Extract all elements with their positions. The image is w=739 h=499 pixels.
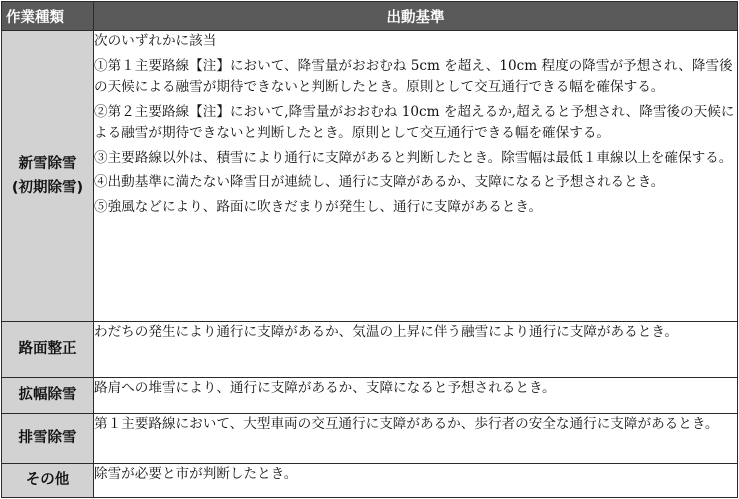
criteria-cell: わだちの発生により通行に支障があるか、気温の上昇に伴う融雪により通行に支障があるとき。 [94,321,738,377]
row-other [2,463,738,497]
header-work-type: 作業種類 [2,2,94,31]
criteria-item-2: ②第２主要路線【注】において,降雪量がおおむね 10cm を超えるか,超えると予想され、降雪後の天候による融雪が期待できないと判断したとき。原則として交互通行できる幅を確保する。 [94,103,735,141]
work-type-label: 新雪除雪 [18,155,77,172]
criteria-cell: 第１主要路線において、大型車両の交互通行に支障があるか、歩行者の安全な通行に支障があるとき。 [94,413,738,463]
criteria-item-1: ①第１主要路線【注】において、降雪量がおおむね 5cm を超え、10cm 程度の降雪が予想され、降雪後の天候による融雪が期待できないと判断したとき。原則として交互通行できる幅を確保する。 [94,57,733,95]
criteria-intro: 次のいずれかに該当 [94,33,217,49]
work-type-cell: 排雪除雪 [2,413,94,463]
criteria-item-4: ④出動基準に満たない降雪日が連続し、通行に支障があるか、支障になると予想されるとき。 [94,174,665,190]
header-row [2,2,738,31]
criteria-item-5: ⑤強風などにより、路面に吹きだまりが発生し、通行に支障があるとき。 [94,198,543,215]
row-widening-snow-removal [2,377,738,413]
criteria-cell [94,31,738,322]
header-dispatch-criteria: 出動基準 [94,2,738,31]
criteria-cell: 除雪が必要と市が判断したとき。 [94,463,738,497]
work-type-cell [2,31,94,322]
row-road-surface-grading [2,321,738,377]
criteria-item-3: ③主要路線以外は、積雪により通行に支障があると判断したとき。除雪幅は最低１車線以上を確保する。 [94,149,733,166]
row-new-snow-removal [2,31,738,322]
work-type-cell: 路面整正 [2,321,94,377]
dispatch-criteria-table [1,1,738,498]
work-type-cell: その他 [2,463,94,497]
work-type-cell: 拡幅除雪 [2,377,94,413]
work-type-sublabel: (初期除雪) [11,179,84,196]
row-snow-hauling [2,413,738,463]
criteria-cell: 路肩への堆雪により、通行に支障があるか、支障になると予想されるとき。 [94,377,738,413]
